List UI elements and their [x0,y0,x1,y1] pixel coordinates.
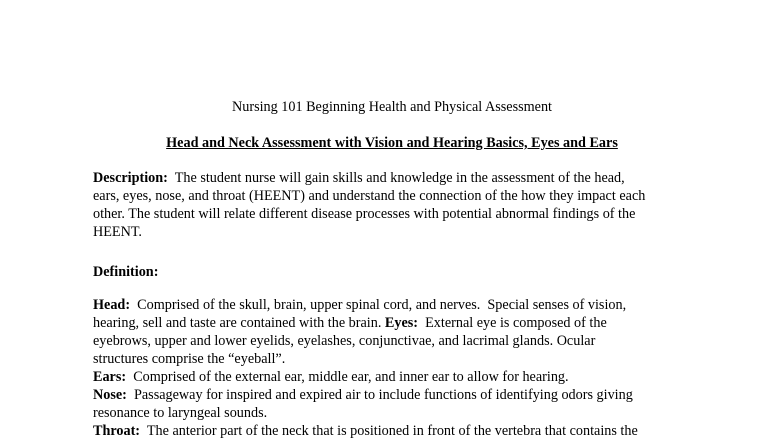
throat-label: Throat: [93,423,141,439]
eyes-text: External eye is composed of the [418,315,607,331]
throat-definition [93,422,708,440]
description-text: The student nurse will gain skills and knowledge in the assessment of the head, [167,170,625,186]
section-title: Head and Neck Assessment with Vision and Hearing Basics, Eyes and Ears [166,135,618,151]
head-line-1 [93,296,708,314]
head-text: Comprised of the skull, brain, upper spinal cord, and nerves. Special senses of vision, [130,297,627,313]
definitions-section [93,296,708,440]
ears-text: Comprised of the external ear, middle ear, and inner ear to allow for hearing. [126,369,569,385]
head-line-2 [93,314,708,332]
nose-label: Nose: [93,387,127,403]
ears-definition [93,368,708,386]
definition-heading: Definition: [93,264,159,280]
eyes-label: Eyes: [384,315,419,331]
nose-line-2: resonance to laryngeal sounds. [93,405,268,421]
course-title: Nursing 101 Beginning Health and Physical Assessment [232,99,552,115]
description-line-4: HEENT. [93,224,142,240]
description-paragraph [93,169,703,241]
nose-text: Passageway for inspired and expired air to include functions of identifying odors giving [126,387,633,403]
nose-definition [93,386,708,404]
eyes-line-2: eyebrows, upper and lower eyelids, eyelashes, conjunctivae, and lacrimal glands. Ocular [93,333,596,349]
ears-label: Ears: [93,369,127,385]
description-line-3: other. The student will relate different disease processes with potential abnormal findings of the [93,206,636,222]
description-label: Description: [93,170,168,186]
throat-text: The anterior part of the neck that is positioned in front of the vertebra that contains the [140,423,638,439]
description-line-1 [93,169,703,187]
description-line-2: ears, eyes, nose, and throat (HEENT) and understand the connection of the how they impact each [93,188,646,204]
head-text-2: hearing, sell and taste are contained with the brain. [93,315,385,331]
eyes-line-3: structures comprise the “eyeball”. [93,351,286,367]
head-label: Head: [93,297,131,313]
